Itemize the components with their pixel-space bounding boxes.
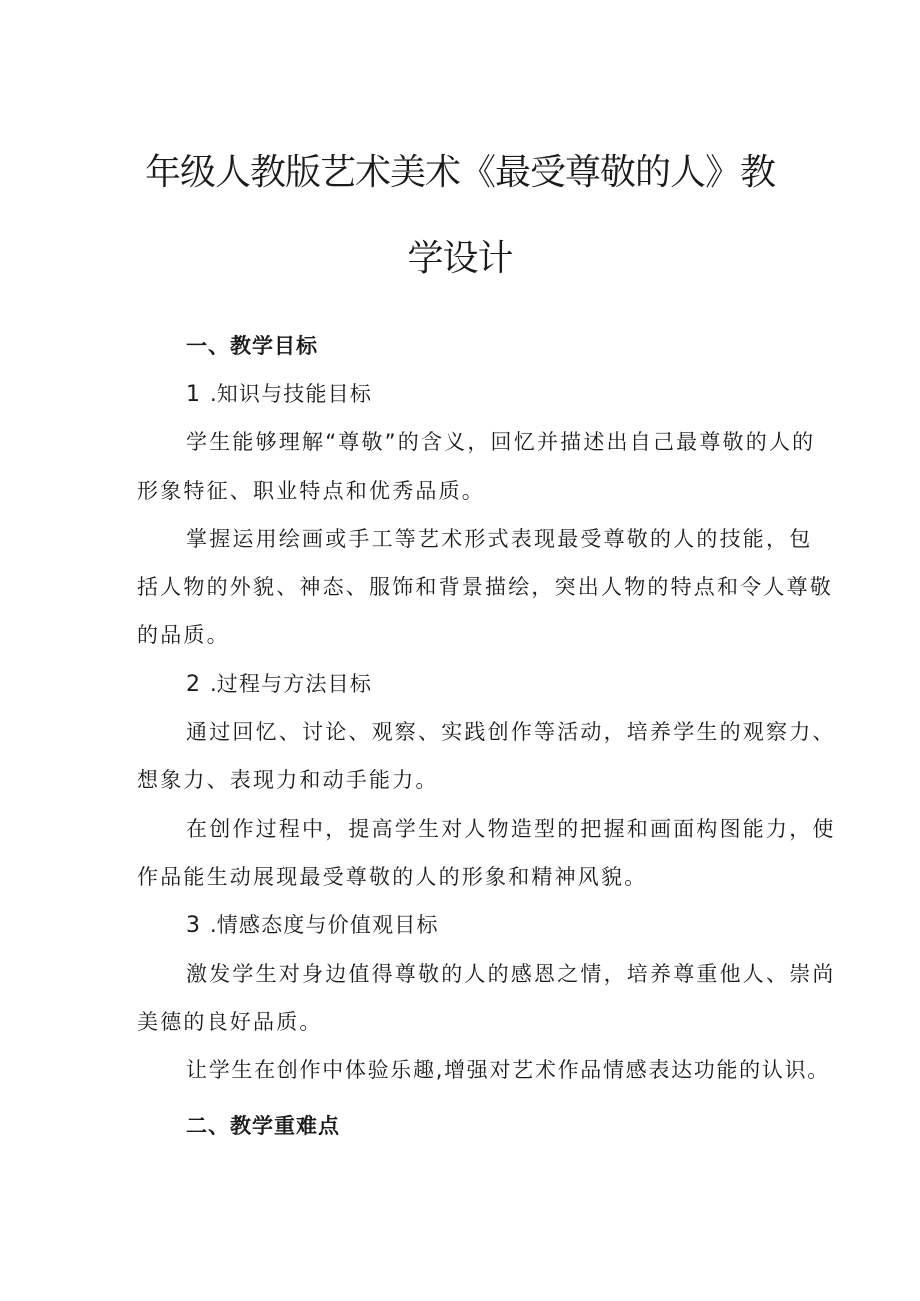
subheading-dot: . xyxy=(210,913,217,937)
paragraph-line: 激发学生对身边值得尊敬的人的感恩之情，培养尊重他人、崇尚 xyxy=(186,962,836,986)
paragraph-line: 掌握运用绘画或手工等艺术形式表现最受尊敬的人的技能，包 xyxy=(186,527,813,551)
paragraph-line: 形象特征、职业特点和优秀品质。 xyxy=(137,479,485,503)
subheading-number: 3 xyxy=(186,913,200,938)
subheading-dot: . xyxy=(210,382,217,406)
subheading-emotion-values xyxy=(186,909,439,939)
document-title-line-2: 学设计 xyxy=(407,238,513,279)
paragraph-line: 括人物的外貌、神态、服饰和背景描绘，突出人物的特点和令人尊敬 xyxy=(137,575,833,599)
paragraph-line: 想象力、表现力和动手能力。 xyxy=(137,768,439,792)
subheading-text: 情感态度与价值观目标 xyxy=(216,913,439,937)
subheading-text: 过程与方法目标 xyxy=(216,672,373,696)
paragraph-line: 让学生在创作中体验乐趣,增强对艺术作品情感表达功能的认识。 xyxy=(186,1058,830,1082)
subheading-text: 知识与技能目标 xyxy=(216,382,373,406)
paragraph-line: 作品能生动展现最受尊敬的人的形象和精神风貌。 xyxy=(137,865,648,889)
paragraph-line: 通过回忆、讨论、观察、实践创作等活动，培养学生的观察力、 xyxy=(186,720,836,744)
paragraph-line: 学生能够理解“尊敬”的含义，回忆并描述出自己最尊敬的人的 xyxy=(186,430,816,454)
subheading-number: 2 xyxy=(186,672,200,697)
subheading-knowledge-skills xyxy=(186,378,372,408)
paragraph-line: 的品质。 xyxy=(137,623,230,647)
subheading-number: 1 xyxy=(186,382,200,407)
paragraph-line: 美德的良好品质。 xyxy=(137,1010,323,1034)
section-heading-teaching-goals: 一、教学目标 xyxy=(186,334,318,358)
subheading-process-methods xyxy=(186,668,372,698)
subheading-dot: . xyxy=(210,672,217,696)
document-title-line-1: 年级人教版艺术美术《最受尊敬的人》教 xyxy=(144,152,775,193)
paragraph-line: 在创作过程中，提高学生对人物造型的把握和画面构图能力，使 xyxy=(186,817,836,841)
section-heading-key-difficulties: 二、教学重难点 xyxy=(186,1114,340,1138)
